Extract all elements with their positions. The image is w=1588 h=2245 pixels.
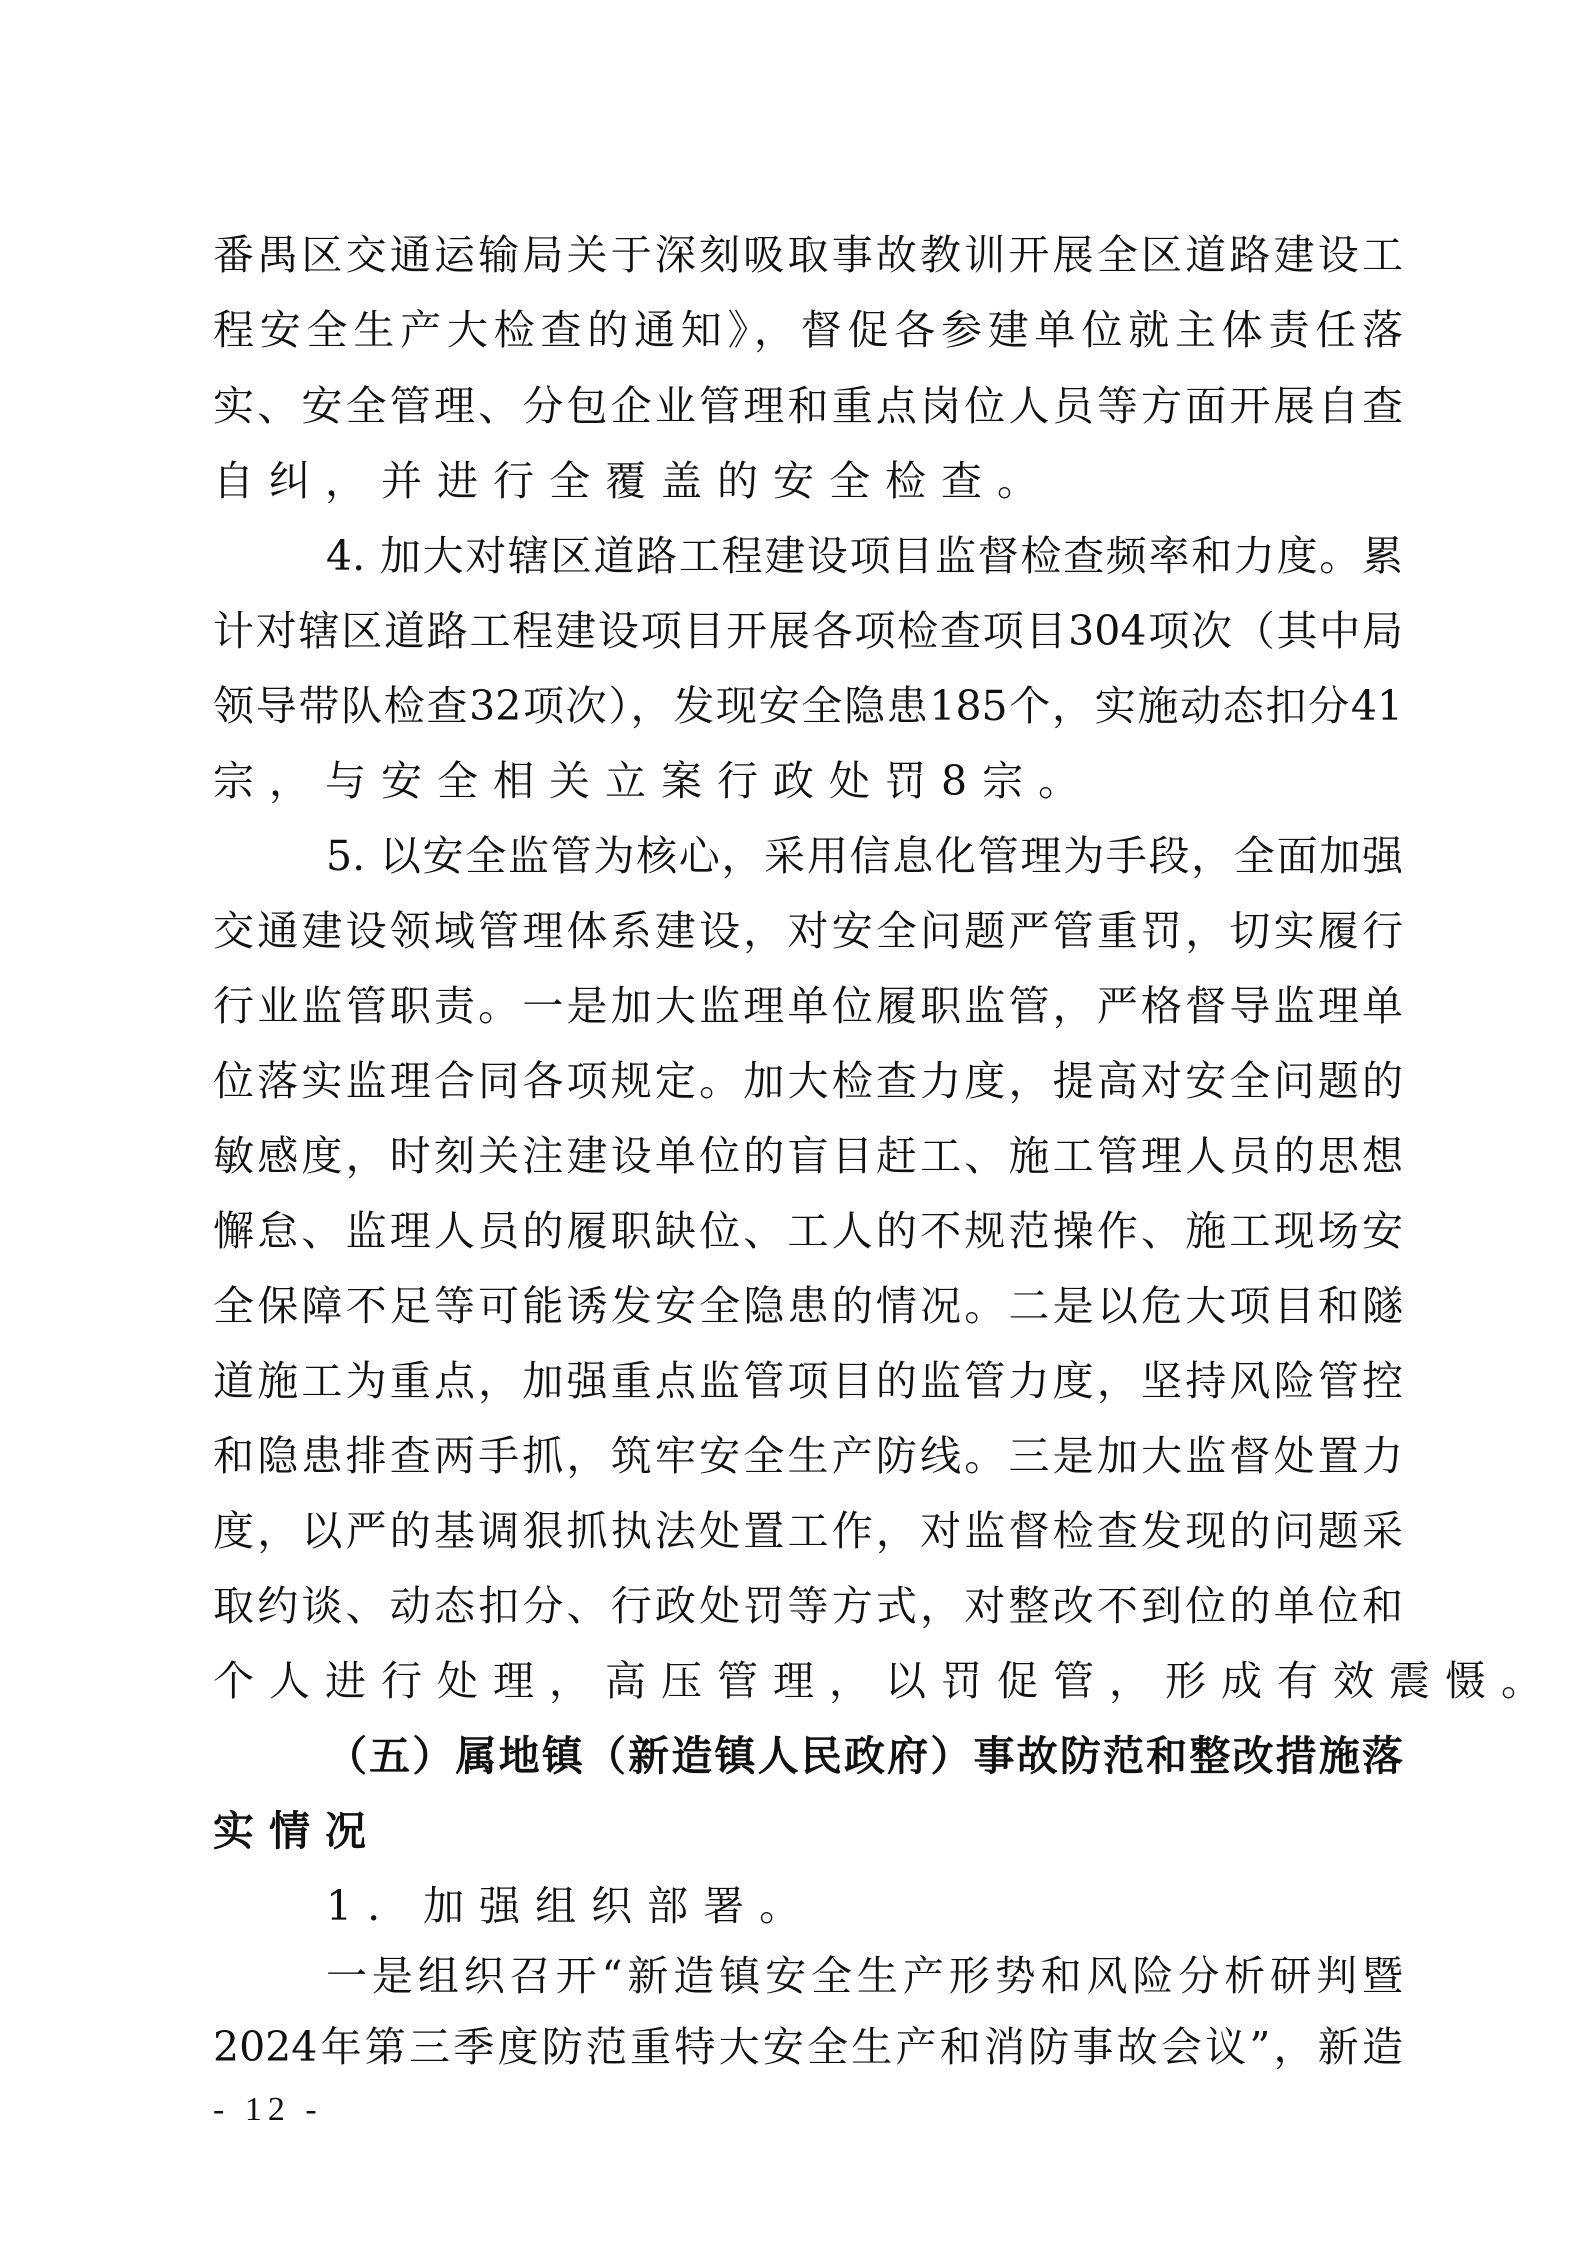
paragraph-line: 实、安全管理、分包企业管理和重点岗位人员等方面开展自查 <box>213 382 1403 430</box>
item-4-heading-line: 4. 加大对辖区道路工程建设项目监督检查频率和力度。累 <box>326 532 1403 580</box>
paragraph-line: 交通建设领域管理体系建设，对安全问题严管重罚，切实履行 <box>213 907 1403 955</box>
paragraph-line: 敏感度，时刻关注建设单位的盲目赶工、施工管理人员的思想 <box>213 1132 1403 1180</box>
page-number: - 12 - <box>213 2091 323 2128</box>
paragraph-line: 道施工为重点，加强重点监管项目的监管力度，坚持风险管控 <box>213 1357 1403 1405</box>
paragraph-line: 2024年第三季度防范重特大安全生产和消防事故会议”，新造 <box>213 2023 1403 2071</box>
item-1-heading-line: 1. 加强组织部署。 <box>326 1882 816 1930</box>
paragraph-line: 个人进行处理，高压管理，以罚促管，形成有效震慑。 <box>213 1657 1557 1705</box>
paragraph-line: 宗，与安全相关立案行政处罚8宗。 <box>213 757 1095 805</box>
paragraph-line: 行业监管职责。一是加大监理单位履职监管，严格督导监理单 <box>213 982 1403 1030</box>
paragraph-line: 取约谈、动态扣分、行政处罚等方式，对整改不到位的单位和 <box>213 1582 1403 1630</box>
paragraph-line: 自纠，并进行全覆盖的安全检查。 <box>213 457 1053 505</box>
paragraph-line: 位落实监理合同各项规定。加大检查力度，提高对安全问题的 <box>213 1057 1403 1105</box>
paragraph-line: 领导带队检查32项次），发现安全隐患185个，实施动态扣分41 <box>213 682 1403 730</box>
paragraph-line: 全保障不足等可能诱发安全隐患的情况。二是以危大项目和隧 <box>213 1282 1403 1330</box>
paragraph-line: 懈怠、监理人员的履职缺位、工人的不规范操作、施工现场安 <box>213 1207 1403 1255</box>
paragraph-line: 一是组织召开“新造镇安全生产形势和风险分析研判暨 <box>326 1952 1403 2000</box>
paragraph-line: 度，以严的基调狠抓执法处置工作，对监督检查发现的问题采 <box>213 1507 1403 1555</box>
paragraph-line: 计对辖区道路工程建设项目开展各项检查项目304项次（其中局 <box>213 607 1403 655</box>
paragraph-line: 和隐患排查两手抓，筑牢安全生产防线。三是加大监督处置力 <box>213 1432 1403 1480</box>
section-5-heading-continued: 实情况 <box>213 1807 381 1855</box>
paragraph-line: 番禺区交通运输局关于深刻吸取事故教训开展全区道路建设工 <box>213 231 1403 279</box>
section-5-heading: （五）属地镇（新造镇人民政府）事故防范和整改措施落 <box>326 1732 1403 1780</box>
item-5-heading-line: 5. 以安全监管为核心，采用信息化管理为手段，全面加强 <box>326 832 1403 880</box>
paragraph-line: 程安全生产大检查的通知》，督促各参建单位就主体责任落 <box>213 306 1403 354</box>
